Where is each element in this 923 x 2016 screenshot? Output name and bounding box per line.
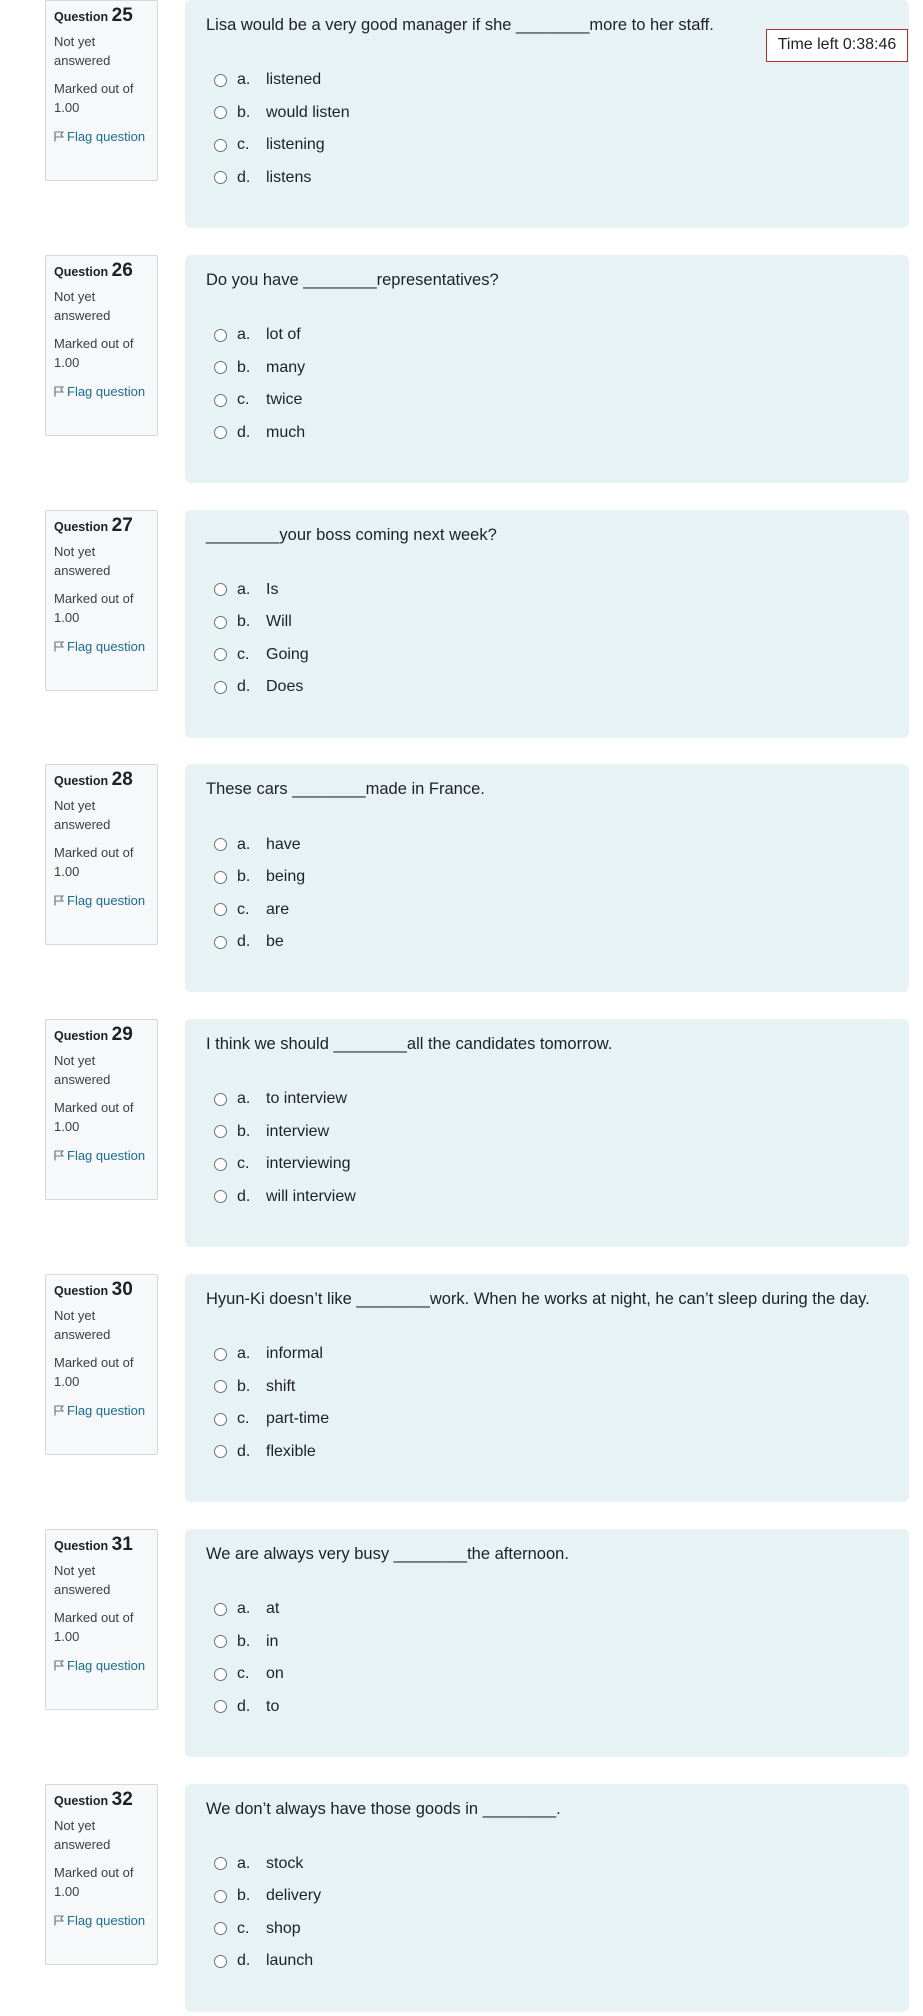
answer-options <box>214 1083 356 1213</box>
question-grade: Marked out of 1.00 <box>54 335 134 370</box>
option-text: shift <box>266 1377 296 1395</box>
flag-question-link[interactable]: Flag question <box>54 1911 149 1930</box>
option-text: flexible <box>266 1442 316 1460</box>
question-number-label: Question 28 <box>54 769 133 791</box>
option-text: being <box>266 868 306 886</box>
option-text: be <box>266 933 284 951</box>
option-text: Going <box>266 645 309 663</box>
answer-option[interactable] <box>214 574 309 607</box>
radio-button[interactable] <box>214 1603 227 1616</box>
option-letter: c. <box>237 900 250 918</box>
radio-button[interactable] <box>214 1955 227 1968</box>
option-text: to <box>266 1697 280 1715</box>
answer-option[interactable] <box>214 1848 321 1881</box>
question-grade: Marked out of 1.00 <box>54 1609 134 1644</box>
question-text: We don’t always have those goods in ________. <box>206 1799 561 1818</box>
question-info-panel <box>45 764 158 945</box>
option-letter: b. <box>237 1887 251 1905</box>
option-text: would listen <box>266 103 350 121</box>
radio-button[interactable] <box>214 329 227 342</box>
option-text: listening <box>266 136 325 154</box>
radio-button[interactable] <box>214 1348 227 1361</box>
question-grade: Marked out of 1.00 <box>54 81 134 115</box>
option-text: on <box>266 1665 284 1683</box>
option-text: many <box>266 358 306 376</box>
question-content <box>185 1019 909 1247</box>
answer-option[interactable] <box>214 1880 321 1913</box>
option-letter: c. <box>237 1155 250 1173</box>
answer-option[interactable] <box>214 1148 356 1181</box>
radio-button[interactable] <box>214 936 227 949</box>
option-text: part-time <box>266 1410 330 1428</box>
option-letter: a. <box>237 1090 251 1108</box>
flag-icon <box>54 641 64 652</box>
answer-option[interactable] <box>214 351 305 384</box>
option-letter: c. <box>237 1410 250 1428</box>
answer-option[interactable] <box>214 893 305 926</box>
option-letter: b. <box>237 1377 251 1395</box>
option-text: lot of <box>266 326 301 344</box>
question-text: I think we should ________all the candidates tomorrow. <box>206 1035 613 1054</box>
question-number-label: Question 32 <box>54 1788 133 1810</box>
option-letter: b. <box>237 358 251 376</box>
radio-button[interactable] <box>214 1158 227 1171</box>
option-text: Will <box>266 613 292 631</box>
question-number-label: Question 31 <box>54 1533 133 1555</box>
option-letter: d. <box>237 678 251 696</box>
option-letter: b. <box>237 868 251 886</box>
flag-icon <box>54 1405 64 1416</box>
question-number-label: Question 26 <box>54 259 133 281</box>
radio-button[interactable] <box>214 1125 227 1138</box>
radio-button[interactable] <box>214 1668 227 1681</box>
option-letter: a. <box>237 580 251 598</box>
flag-question-link[interactable]: Flag question <box>54 127 149 146</box>
question-text: Lisa would be a very good manager if she ________more to her staff. <box>206 16 714 34</box>
option-text: launch <box>266 1952 314 1970</box>
question-31 <box>0 1529 923 1757</box>
answer-option[interactable] <box>214 1403 329 1436</box>
question-content <box>185 1784 909 2012</box>
answer-option[interactable] <box>214 1593 284 1626</box>
question-info-panel <box>45 1529 158 1710</box>
option-text: stock <box>266 1854 304 1872</box>
radio-button[interactable] <box>214 1635 227 1648</box>
question-info-panel <box>45 255 158 436</box>
option-letter: a. <box>237 71 251 89</box>
radio-button[interactable] <box>214 1857 227 1870</box>
option-text: to interview <box>266 1090 347 1108</box>
radio-button[interactable] <box>214 106 227 119</box>
question-info-panel <box>45 0 158 181</box>
radio-button[interactable] <box>214 1190 227 1203</box>
radio-button[interactable] <box>214 74 227 87</box>
option-text: informal <box>266 1345 323 1363</box>
answer-options <box>214 319 305 449</box>
radio-button[interactable] <box>214 1380 227 1393</box>
option-letter: c. <box>237 391 250 409</box>
radio-button[interactable] <box>214 361 227 374</box>
time-left-timer: Time left 0:38:46 <box>766 29 908 62</box>
question-29 <box>0 1019 923 1247</box>
question-text: Do you have ________representatives? <box>206 270 499 289</box>
option-letter: d. <box>237 1697 251 1715</box>
question-number-label: Question 29 <box>54 1024 133 1046</box>
question-info-panel <box>45 510 158 691</box>
question-number-label: Question 27 <box>54 514 133 536</box>
flag-icon <box>54 895 64 906</box>
option-letter: c. <box>237 136 250 154</box>
radio-button[interactable] <box>214 903 227 916</box>
option-text: in <box>266 1632 279 1650</box>
question-content <box>185 510 909 738</box>
question-grade: Marked out of 1.00 <box>54 1100 134 1135</box>
option-letter: b. <box>237 613 251 631</box>
question-text: Hyun-Ki doesn’t like ________work. When he works at night, he can’t sleep during the day. <box>206 1290 870 1308</box>
question-info-panel <box>45 1019 158 1200</box>
option-text: at <box>266 1600 280 1618</box>
answer-option[interactable] <box>214 319 305 352</box>
option-letter: a. <box>237 835 251 853</box>
radio-button[interactable] <box>214 681 227 694</box>
answer-option[interactable] <box>214 861 305 894</box>
question-number-label: Question 25 <box>54 5 133 26</box>
question-state: Not yet answered <box>54 543 111 578</box>
answer-option[interactable] <box>214 129 350 162</box>
answer-option[interactable] <box>214 1945 321 1978</box>
answer-option[interactable] <box>214 1083 356 1116</box>
answer-options <box>214 574 309 704</box>
question-number-label: Question 30 <box>54 1279 133 1300</box>
question-state: Not yet answered <box>54 1308 111 1342</box>
option-letter: b. <box>237 1122 251 1140</box>
flag-question-link[interactable]: Flag question <box>54 891 149 910</box>
answer-option[interactable] <box>214 1436 329 1469</box>
answer-option[interactable] <box>214 639 309 672</box>
answer-option[interactable] <box>214 1690 284 1723</box>
question-info-panel <box>45 1274 158 1455</box>
radio-button[interactable] <box>214 1922 227 1935</box>
question-30 <box>0 1274 923 1502</box>
answer-option[interactable] <box>214 828 305 861</box>
question-32 <box>0 1784 923 2012</box>
flag-question-link[interactable]: Flag question <box>54 1656 149 1675</box>
answer-option[interactable] <box>214 416 305 449</box>
option-text: have <box>266 835 301 853</box>
option-letter: c. <box>237 1919 250 1937</box>
question-state: Not yet answered <box>54 1053 111 1088</box>
answer-options <box>214 828 305 958</box>
question-text: We are always very busy ________the afternoon. <box>206 1544 569 1563</box>
option-text: are <box>266 900 290 918</box>
option-letter: a. <box>237 1600 251 1618</box>
answer-option[interactable] <box>214 1116 356 1149</box>
question-content <box>185 764 909 992</box>
radio-button[interactable] <box>214 838 227 851</box>
flag-icon <box>54 1150 64 1161</box>
question-grade: Marked out of 1.00 <box>54 1355 134 1389</box>
radio-button[interactable] <box>214 426 227 439</box>
question-grade: Marked out of 1.00 <box>54 1864 134 1899</box>
question-text: ________your boss coming next week? <box>206 525 497 544</box>
option-text: much <box>266 423 306 441</box>
question-state: Not yet answered <box>54 288 111 323</box>
option-letter: d. <box>237 423 251 441</box>
question-content <box>185 1529 909 1757</box>
radio-button[interactable] <box>214 616 227 629</box>
answer-options <box>214 1848 321 1978</box>
flag-question-link[interactable]: Flag question <box>54 382 149 401</box>
option-letter: d. <box>237 1952 251 1970</box>
question-grade: Marked out of 1.00 <box>54 590 134 625</box>
option-text: delivery <box>266 1887 322 1905</box>
radio-button[interactable] <box>214 139 227 152</box>
option-letter: b. <box>237 103 251 121</box>
option-letter: d. <box>237 933 251 951</box>
option-letter: a. <box>237 326 251 344</box>
radio-button[interactable] <box>214 171 227 184</box>
option-letter: a. <box>237 1854 251 1872</box>
option-letter: c. <box>237 1665 250 1683</box>
option-text: Is <box>266 580 279 598</box>
question-state: Not yet answered <box>54 1562 111 1597</box>
question-content <box>185 1274 909 1502</box>
radio-button[interactable] <box>214 1445 227 1458</box>
answer-option[interactable] <box>214 64 350 97</box>
flag-question-link[interactable]: Flag question <box>54 1146 149 1165</box>
answer-option[interactable] <box>214 1625 284 1658</box>
option-letter: c. <box>237 645 250 663</box>
answer-options <box>214 1593 284 1723</box>
question-28 <box>0 764 923 992</box>
answer-option[interactable] <box>214 671 309 704</box>
answer-options <box>214 1338 329 1468</box>
option-text: will interview <box>266 1187 356 1205</box>
radio-button[interactable] <box>214 871 227 884</box>
question-state: Not yet answered <box>54 1817 111 1852</box>
option-letter: d. <box>237 1442 251 1460</box>
answer-option[interactable] <box>214 97 350 130</box>
answer-options <box>214 64 350 194</box>
question-27 <box>0 510 923 738</box>
question-grade: Marked out of 1.00 <box>54 845 134 880</box>
answer-option[interactable] <box>214 1913 321 1946</box>
question-text: These cars ________made in France. <box>206 780 485 799</box>
radio-button[interactable] <box>214 1093 227 1106</box>
question-26 <box>0 255 923 483</box>
radio-button[interactable] <box>214 648 227 661</box>
answer-option[interactable] <box>214 606 309 639</box>
question-state: Not yet answered <box>54 798 111 833</box>
flag-icon <box>54 1660 64 1671</box>
answer-option[interactable] <box>214 1371 329 1404</box>
radio-button[interactable] <box>214 1890 227 1903</box>
answer-option[interactable] <box>214 384 305 417</box>
flag-question-link[interactable]: Flag question <box>54 1401 149 1420</box>
question-content <box>185 255 909 483</box>
answer-option[interactable] <box>214 162 350 195</box>
flag-question-link[interactable]: Flag question <box>54 637 149 656</box>
option-text: shop <box>266 1919 301 1937</box>
question-info-panel <box>45 1784 158 1965</box>
flag-icon <box>54 386 64 397</box>
answer-option[interactable] <box>214 1338 329 1371</box>
option-letter: a. <box>237 1345 251 1363</box>
question-state: Not yet answered <box>54 34 111 68</box>
answer-option[interactable] <box>214 926 305 959</box>
radio-button[interactable] <box>214 394 227 407</box>
flag-icon <box>54 131 64 142</box>
answer-option[interactable] <box>214 1658 284 1691</box>
radio-button[interactable] <box>214 1700 227 1713</box>
option-text: listened <box>266 71 322 89</box>
option-letter: d. <box>237 168 251 186</box>
option-text: Does <box>266 678 304 696</box>
option-text: interviewing <box>266 1155 351 1173</box>
option-text: interview <box>266 1122 330 1140</box>
radio-button[interactable] <box>214 583 227 596</box>
answer-option[interactable] <box>214 1181 356 1214</box>
radio-button[interactable] <box>214 1413 227 1426</box>
option-text: twice <box>266 391 303 409</box>
flag-icon <box>54 1915 64 1926</box>
option-text: listens <box>266 168 312 186</box>
option-letter: d. <box>237 1187 251 1205</box>
option-letter: b. <box>237 1632 251 1650</box>
